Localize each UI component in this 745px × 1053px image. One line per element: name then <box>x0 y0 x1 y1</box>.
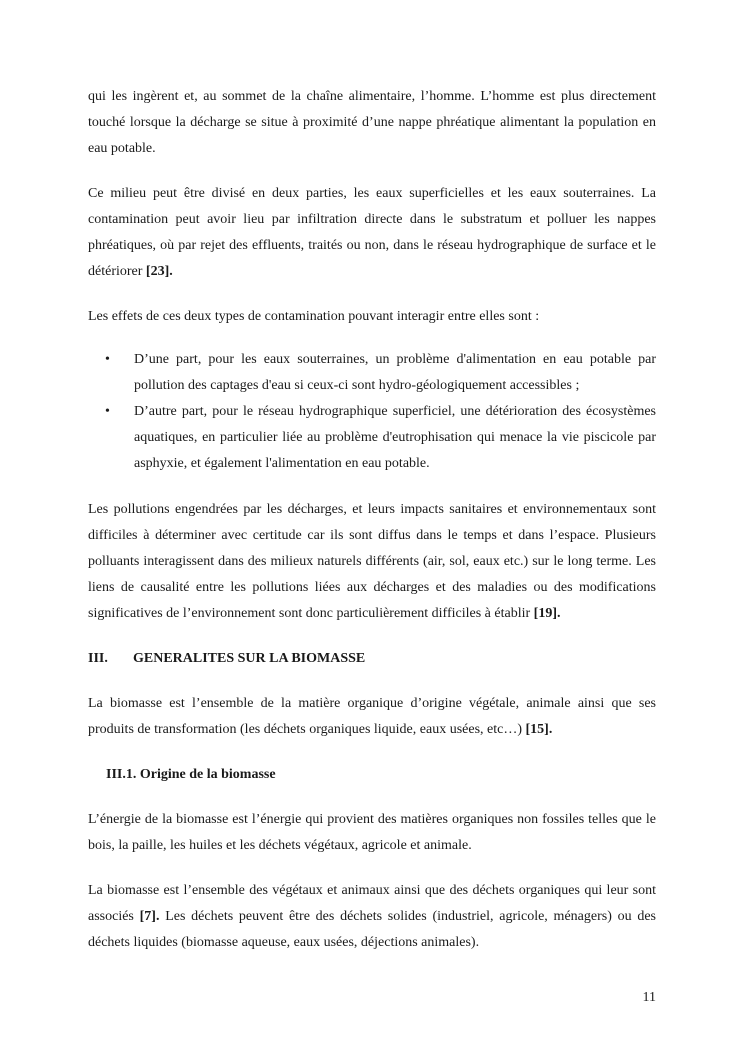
subsection-heading: III.1. Origine de la biomasse <box>106 767 276 782</box>
paragraph-biomass-energy: L’énergie de la biomasse est l’énergie qui provient des matières organiques non fossiles telles que le bois, la paille, les huiles et les déchets végétaux, agricole et animale. <box>88 812 656 853</box>
paragraph-pollution-causality: Les pollutions engendrées par les décharges, et leurs impacts sanitaires et environnementaux sont difficiles à déterminer avec certitude car ils sont diffus dans le temps et dans l’espace. Plusieurs polluants interagissent dans des milieux naturels différents (air, sol, eaux etc.) sur le long terme. Les liens de causalité entre les pollutions liées aux décharges et des maladies ou des modifications significatives de l’environnement sont donc particulièrement difficiles à établir [19]. <box>88 502 656 621</box>
section-number: III. <box>88 651 108 666</box>
paragraph-biomass-waste: La biomasse est l’ensemble des végétaux et animaux ainsi que des déchets organiques qui leur sont associés [7]. Les déchets peuvent être des déchets solides (industriel, agricole, ménagers) ou des déchets liquides (biomasse aqueuse, eaux usées, déjections animales). <box>88 883 657 950</box>
paragraph-effects-intro: Les effets de ces deux types de contamination pouvant interagir entre elles sont : <box>88 309 540 324</box>
page-body <box>88 84 656 975</box>
paragraph-biomass-definition: La biomasse est l’ensemble de la matière organique d’origine végétale, animale ainsi que ses produits de transformation (les déchets organiques liquide, eaux usées, etc…) [15]. <box>88 696 656 737</box>
list-item: • D’une part, pour les eaux souterraines, un problème d'alimentation en eau potable par pollution des captages d'eau si ceux-ci sont hydro-géologiquement accessibles ; <box>88 347 656 399</box>
effects-bullet-list <box>88 347 656 477</box>
paragraph-landfill-impact: qui les ingèrent et, au sommet de la chaîne alimentaire, l’homme. L’homme est plus directement touché lorsque la décharge se situe à proximité d’une nappe phréatique alimentant la population en eau potable. <box>88 89 656 156</box>
section-title: GENERALITES SUR LA BIOMASSE <box>133 651 366 666</box>
page-number: 11 <box>642 990 656 1005</box>
citation-ref: [19]. <box>533 606 561 621</box>
paragraph-water-contamination: Ce milieu peut être divisé en deux parties, les eaux superficielles et les eaux souterraines. La contamination peut avoir lieu par infiltration directe dans le substratum et polluer les nappes phréatiques, où par rejet des effluents, traités ou non, dans le réseau hydrographique de surface et le détériorer [23]. <box>88 186 656 279</box>
list-item: • D’autre part, pour le réseau hydrographique superficiel, une détérioration des écosystèmes aquatiques, en particulier liée au problème d'eutrophisation qui menace la vie piscicole par asphyxie, et également l'alimentation en eau potable. <box>88 399 656 477</box>
citation-ref: [23]. <box>145 264 173 279</box>
bullet-icon: • <box>105 352 110 367</box>
bullet-icon: • <box>105 404 110 419</box>
citation-ref: [15]. <box>525 722 553 737</box>
section-heading <box>88 646 656 672</box>
citation-ref: [7]. <box>139 909 160 924</box>
